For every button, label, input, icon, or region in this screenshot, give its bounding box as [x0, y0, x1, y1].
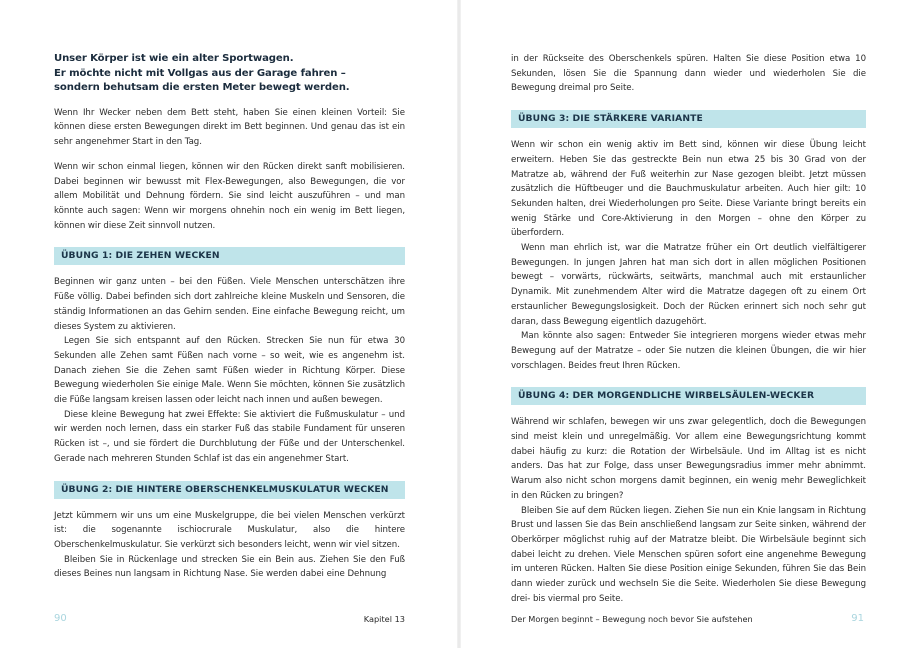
paragraph: in der Rückseite des Oberschenkels spüren. Halten Sie diese Position etwa 10 Sekunden, lösen Sie die Spannung dann wieder und wiederholen Sie die Bewegung dreimal pro Seite. — [511, 54, 866, 94]
running-footer: Der Morgen beginnt – Bewegung noch bevor Sie aufstehen — [511, 614, 753, 624]
section-heading: ÜBUNG 2: DIE HINTERE OBERSCHENKELMUSKULATUR WECKEN — [54, 481, 405, 499]
paragraph: Legen Sie sich entspannt auf den Rücken. Strecken Sie nun für etwa 30 Sekunden alle Zehen samt Füßen nach vorne – so weit, wie es angenehm ist. Danach ziehen Sie die Zehen samt Füßen wieder in Richtung Körper. Diese Bewegung wiederholen Sie einige Male. Wenn Sie möchten, können Sie zusätzlich die Füße langsam kreisen lassen oder leicht nach innen und außen bewegen. — [54, 336, 405, 406]
paragraph: Jetzt kümmern wir uns um eine Muskelgruppe, die bei vielen Menschen verkürzt ist: die sogenannte ischiocrurale Muskulatur, also die hintere Oberschenkelmuskulatur. Sie verkürzt sich besonders leicht, wenn wir viel sitzen. — [54, 510, 405, 550]
paragraph: Bleiben Sie auf dem Rücken liegen. Ziehen Sie nun ein Knie langsam in Richtung Brust und lassen Sie das Bein anschließend langsam zur Seite sinken, während der Oberkörper möglichst ruhig auf der Matratze bleibt. Die Wirbelsäule beginnt sich dabei leicht zu drehen. Viele Menschen spüren sofort eine angenehme Bewegung im unteren Rücken. Halten Sie diese Position einige Sekunden, führen Sie das Bein dann wieder zurück und wechseln Sie die Seite. Wiederholen Sie diese Bewegung drei- bis viermal pro Seite. — [511, 505, 866, 604]
paragraph: Bleiben Sie in Rückenlage und strecken Sie ein Bein aus. Ziehen Sie den Fuß dieses Beines nun langsam in Richtung Nase. Sie werden dabei eine Dehnung — [54, 554, 405, 580]
section-heading: ÜBUNG 4: DER MORGENDLICHE WIRBELSÄULEN-WECKER — [511, 387, 866, 405]
section-heading: ÜBUNG 1: DIE ZEHEN WECKEN — [54, 247, 405, 265]
paragraph: Man könnte also sagen: Entweder Sie integrieren morgens wieder etwas mehr Bewegung auf der Matratze – oder Sie nutzen die kleinen Übungen, die wir hier vorschlagen. Beides freut Ihren Rücken. — [511, 331, 866, 371]
paragraph: Diese kleine Bewegung hat zwei Effekte: Sie aktiviert die Fußmuskulatur – und wir werden noch lernen, dass ein starker Fuß das stabile Fundament für unseren Rücken ist –, und sie fördert die Durchblutung der Füße und der Unterschenkel. Gerade nach mehreren Stunden Schlaf ist das ein angenehmer Start. — [54, 409, 405, 464]
page-number: 91 — [851, 613, 864, 624]
section-heading: ÜBUNG 3: DIE STÄRKERE VARIANTE — [511, 110, 866, 128]
paragraph: Wenn wir schon einmal liegen, können wir den Rücken direkt sanft mobilisieren. Dabei beginnen wir bewusst mit Flex-Bewegungen, also Bewegungen, die vor allem Mobilität und Dehnung fördern. Sie sind leicht auszuführen – und man könnte auch sagen: Wenn wir morgens ohnehin noch ein wenig im Bett liegen, können wir diese Zeit sinnvoll nutzen. — [54, 161, 405, 231]
paragraph: Beginnen wir ganz unten – bei den Füßen. Viele Menschen unterschätzen ihre Füße völlig. Dabei befinden sich dort zahlreiche kleine Muskeln und Sensoren, die ständig Informationen an das Gehirn senden. Eine einfache Bewegung reicht, um dieses System zu aktivieren. — [54, 277, 405, 332]
left-column — [54, 52, 405, 582]
paragraph: Wenn wir schon ein wenig aktiv im Bett sind, können wir diese Übung leicht erweitern. Heben Sie das gestreckte Bein nun etwa 25 bis 30 Grad von der Matratze ab, während der Fuß weiterhin zur Nase gezogen bleibt. Jetzt müssen zusätzlich die Hüftbeuger und die Bauchmuskulatur arbeiten. Auch hier gilt: 10 Sekunden halten, drei Wiederholungen pro Seite. Diese Variante bringt bereits ein wenig Stärke und Core-Aktivierung in den Morgen – ohne den Körper zu überfordern. — [511, 140, 866, 239]
paragraph: Wenn Ihr Wecker neben dem Bett steht, haben Sie einen kleinen Vorteil: Sie können diese ersten Bewegungen direkt im Bett beginnen. Und genau das ist ein sehr angenehmer Start in den Tag. — [54, 107, 405, 148]
running-footer: Kapitel 13 — [363, 614, 405, 624]
intro-quote: Unser Körper ist wie ein alter Sportwagen. Er möchte nicht mit Vollgas aus der Garage fahren – sondern behutsam die ersten Meter bewegt werden. — [54, 53, 350, 94]
paragraph: Während wir schlafen, bewegen wir uns zwar gelegentlich, doch die Bewegungen sind meist klein und unregelmäßig. Vor allem eine Bewegungsrichtung kommt dabei häufig zu kurz: die Rotation der Wirbelsäule. Und im Alltag ist es nicht anders. Das hat zur Folge, dass unser Bewegungsradius immer mehr abnimmt. Warum also nicht schon morgens damit beginnen, ein wenig mehr Beweglichkeit in den Rücken zu bringen? — [511, 417, 866, 501]
right-column — [511, 52, 866, 607]
right-page — [459, 0, 918, 648]
paragraph: Wenn man ehrlich ist, war die Matratze früher ein Ort deutlich vielfältigerer Bewegungen. In jungen Jahren hat man sich dort in allen möglichen Positionen bewegt – vorwärts, rückwärts, seitwärts, manchmal auch mit erstaunlicher Dynamik. Mit zunehmendem Alter wird die Matratze dagegen oft zu einem Ort erstaunlicher Bewegungslosigkeit. Doch der Rücken erinnert sich noch sehr gut daran, dass Bewegung eigentlich dazugehört. — [511, 243, 866, 327]
page-number: 90 — [54, 613, 67, 624]
